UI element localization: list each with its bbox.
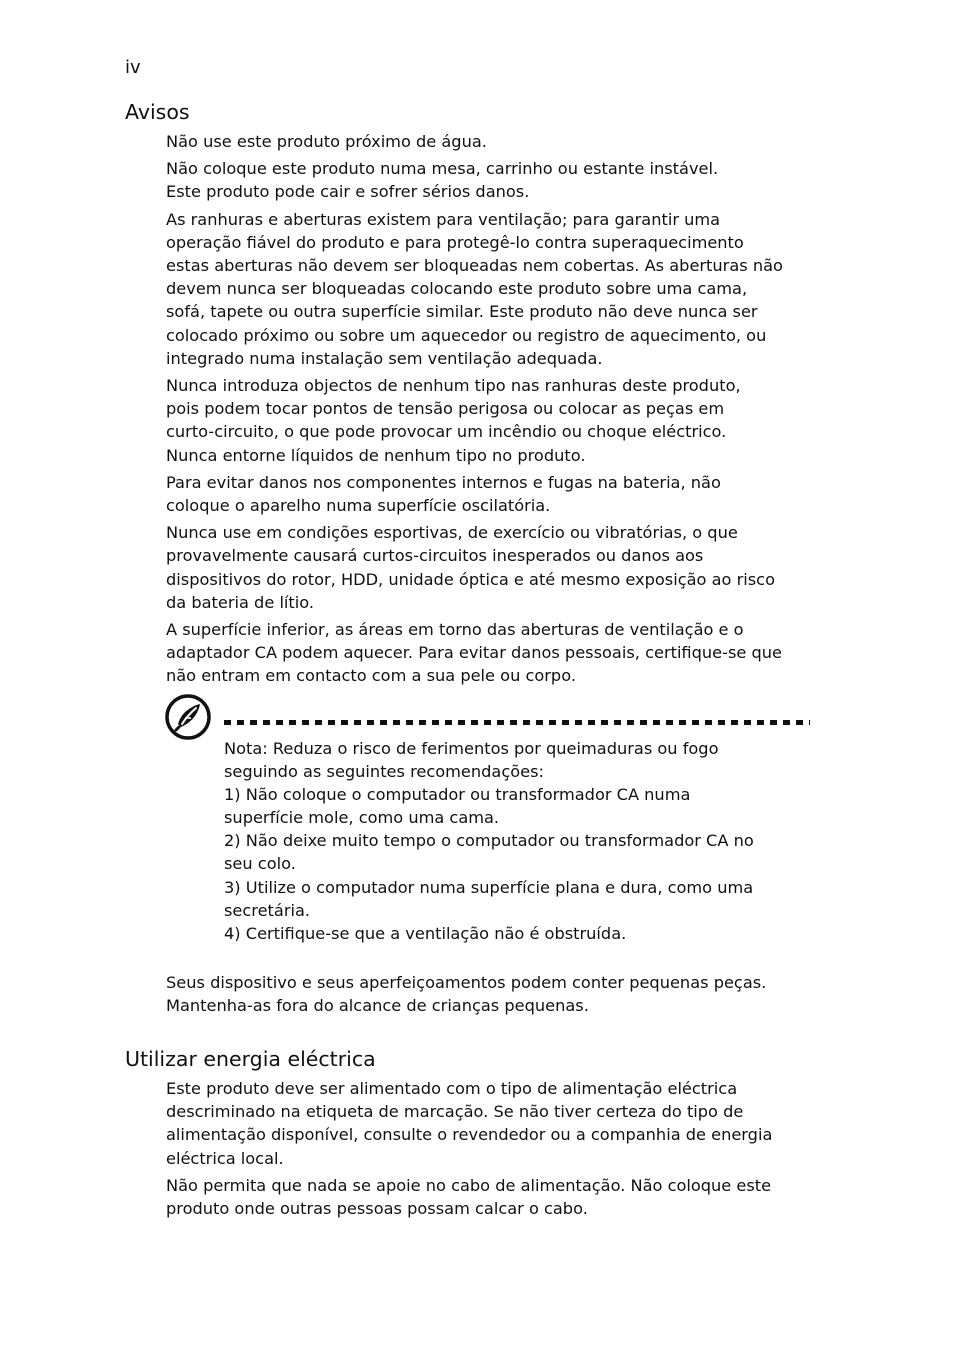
note-text <box>224 737 814 945</box>
paragraph: Não use este produto próximo de água. <box>166 132 487 151</box>
paragraph: Seus dispositivo e seus aperfeiçoamentos podem conter pequenas peças. Mantenha-as fora do alcance de crianças pequenas. <box>166 973 767 1016</box>
avisos-paragraphs <box>166 130 816 692</box>
paragraph: Nunca use em condições esportivas, de exercício ou vibratórias, o que provavelmente causará curtos-circuitos inesperados ou danos aos dispositivos do rotor, HDD, unidade óptica e até mesmo exposição ao risco da bateria de lítio. <box>166 523 775 612</box>
after-note-paragraph-block <box>166 971 816 1021</box>
paragraph: A superfície inferior, as áreas em torno das aberturas de ventilação e o adaptador CA podem aquecer. Para evitar danos pessoais, certifique-se que não entram em contacto com a sua pele ou corpo. <box>166 620 783 686</box>
energia-paragraphs <box>166 1077 816 1224</box>
paragraph: As ranhuras e aberturas existem para ventilação; para garantir uma operação fiável do produto e para protegê-lo contra superaquecimento estas aberturas não devem ser bloqueadas nem cobertas. As aberturas não devem nunca ser bloqueadas colocando este produto sobre uma cama, sofá, tapete ou outra superfície similar. Este produto não deve nunca ser colocado próximo ou sobre um aquecedor ou registro de aquecimento, ou integrado numa instalação sem ventilação adequada. <box>166 209 783 368</box>
section-heading-avisos: Avisos <box>125 100 190 124</box>
note-block <box>224 737 814 945</box>
note-pen-icon <box>165 694 211 740</box>
paragraph: Para evitar danos nos componentes internos e fugas na bateria, não coloque o aparelho numa superfície oscilatória. <box>166 472 721 516</box>
section-heading-utilizar-energia: Utilizar energia eléctrica <box>125 1047 376 1071</box>
page-number: iv <box>125 57 141 78</box>
paragraph: Este produto deve ser alimentado com o tipo de alimentação eléctrica descriminado na etiqueta de marcação. Se não tiver certeza do tipo de alimentação disponível, consulte o revendedor ou a companhia de energia eléctrica local. <box>166 1079 773 1168</box>
paragraph: Não coloque este produto numa mesa, carrinho ou estante instável. Este produto pode cair e sofrer sérios danos. <box>166 159 719 202</box>
paragraph: Não permita que nada se apoie no cabo de alimentação. Não coloque este produto onde outras pessoas possam calcar o cabo. <box>166 1175 772 1219</box>
note-label: Nota: <box>224 739 268 758</box>
note-dotted-divider <box>224 711 810 718</box>
note-body: Reduza o risco de ferimentos por queimaduras ou fogo seguindo as seguintes recomendações: 1) Não coloque o computador ou transformador CA numa superfície mole, como uma cama. 2) Não deixe muito tempo o computador ou transformador CA no seu colo. 3) Utilize o computador numa superfície plana e dura, como uma secretária. 4) Certifique-se que a ventilação não é obstruída. <box>224 739 754 943</box>
paragraph: Nunca introduza objectos de nenhum tipo nas ranhuras deste produto, pois podem tocar pontos de tensão perigosa ou colocar as peças em curto-circuito, o que pode provocar um incêndio ou choque eléctrico. Nunca entorne líquidos de nenhum tipo no produto. <box>166 376 741 465</box>
